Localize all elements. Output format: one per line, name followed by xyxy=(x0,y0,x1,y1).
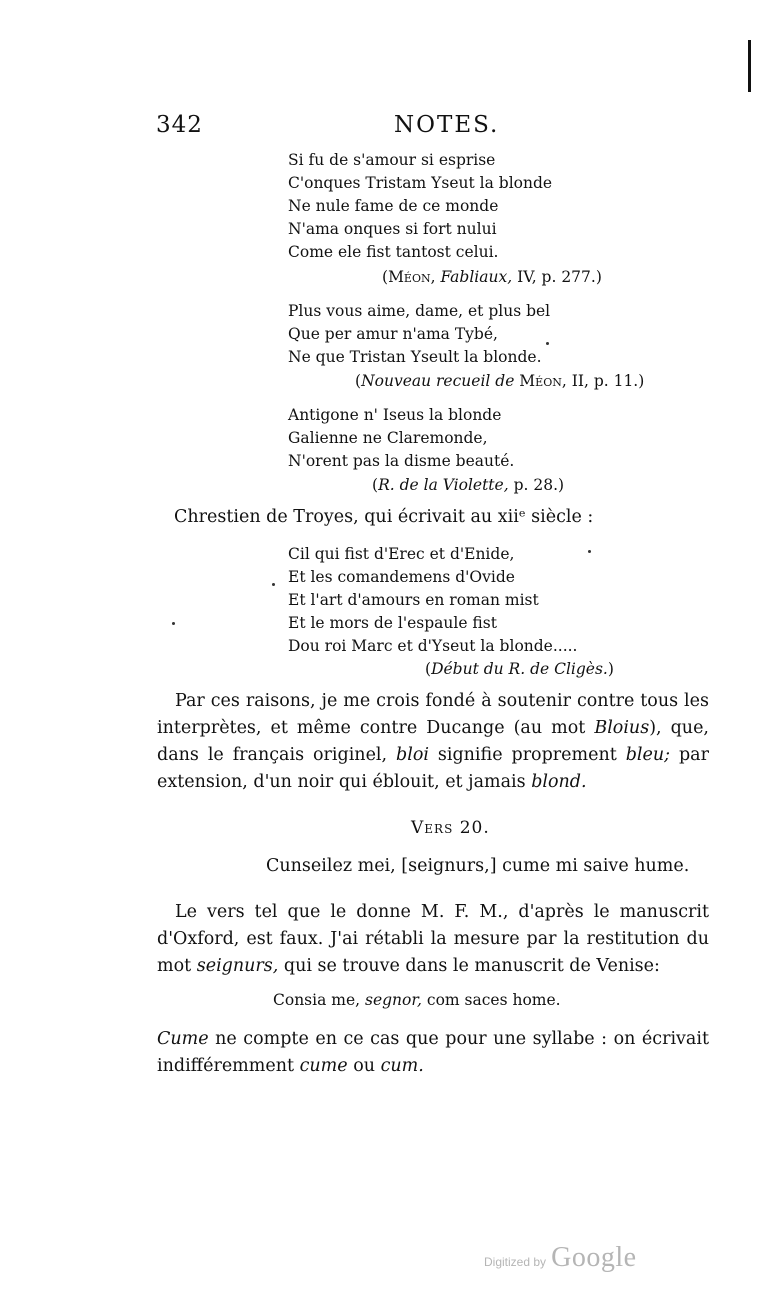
paragraph-conclusion: Par ces raisons, je me crois fondé à soutenir contre tous les interprètes, et même contre Ducange (au mot Bloius), que, dans le français originel, bloi signifie proprement bleu; par extension, d'un noir qui éblouit, et jamais blond. xyxy=(157,691,709,792)
verse-line: Et les comandemens d'Ovide xyxy=(288,568,515,586)
verse-line: Et le mors de l'espaule fist xyxy=(288,614,497,632)
source-citation: (Méon, Fabliaux, IV, p. 277.) xyxy=(382,268,602,286)
venice-verse: Consia me, segnor, com saces home. xyxy=(273,991,561,1009)
verse-line: Galienne ne Claremonde, xyxy=(288,429,488,447)
ink-speck xyxy=(588,550,591,553)
paragraph-cume: Cume ne compte en ce cas que pour une syllabe : on écrivait indifféremment cume ou cum. xyxy=(157,1029,709,1076)
verse-line: Et l'art d'amours en roman mist xyxy=(288,591,539,609)
ink-speck xyxy=(172,622,175,625)
chrestien-intro: Chrestien de Troyes, qui écrivait au xiiᵉ siècle : xyxy=(174,507,594,527)
verse-line: Ne nule fame de ce monde xyxy=(288,197,499,215)
source-citation: (Début du R. de Cligès.) xyxy=(425,660,614,678)
section-heading: Vers 20. xyxy=(411,818,490,838)
page-number: 342 xyxy=(156,112,203,138)
digitized-by-google-watermark: Digitized by Google xyxy=(484,1242,637,1273)
verse-line: N'orent pas la disme beauté. xyxy=(288,452,515,470)
verse-line: C'onques Tristam Yseut la blonde xyxy=(288,174,553,192)
verse-line: Cil qui fist d'Erec et d'Enide, xyxy=(288,545,515,563)
page-edge-mark xyxy=(748,40,751,92)
verse-line: Come ele fist tantost celui. xyxy=(288,243,499,261)
source-citation: (Nouveau recueil de Méon, II, p. 11.) xyxy=(355,372,645,390)
ink-speck xyxy=(272,583,275,586)
ink-speck xyxy=(546,342,549,345)
verse-line: Antigone n' Iseus la blonde xyxy=(288,406,502,424)
verse-quote: Cunseilez mei, [seignurs,] cume mi saive hume. xyxy=(266,856,690,876)
running-title: NOTES. xyxy=(394,112,500,138)
source-citation: (R. de la Violette, p. 28.) xyxy=(372,476,565,494)
verse-line: Dou roi Marc et d'Yseut la blonde..... xyxy=(288,637,578,655)
verse-line: Que per amur n'ama Tybé, xyxy=(288,325,498,343)
verse-line: N'ama onques si fort nului xyxy=(288,220,497,238)
verse-line: Ne que Tristan Yseult la blonde. xyxy=(288,348,542,366)
verse-line: Si fu de s'amour si esprise xyxy=(288,151,496,169)
verse-line: Plus vous aime, dame, et plus bel xyxy=(288,302,551,320)
paragraph-oxford: Le vers tel que le donne M. F. M., d'après le manuscrit d'Oxford, est faux. J'ai rétabli la mesure par la restitution du mot seignurs, qui se trouve dans le manuscrit de Venise: xyxy=(157,902,709,976)
